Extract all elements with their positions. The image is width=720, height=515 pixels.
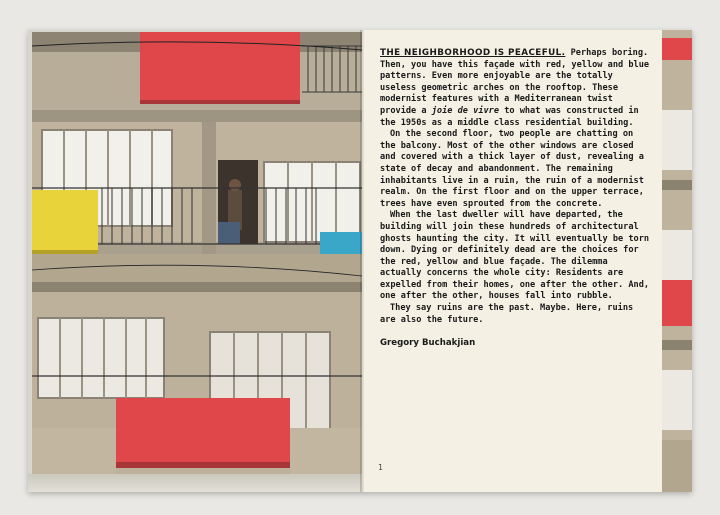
paragraph-1: THE NEIGHBORHOOD IS PEACEFUL. Perhaps boring. Then, you have this façade with red, yellow and blue patterns. Even more enjoyable are the totally useless geometric arches on the rooftop. These modernist features with a Mediterranean twist provide a joie de vivre to what was constructed in the 1950s as a middle class residential building. <box>380 48 650 128</box>
paragraph-4: They say ruins are the past. Maybe. Here, ruins are also the future. <box>380 303 634 325</box>
article-text <box>380 48 652 350</box>
next-page-edge <box>662 30 692 492</box>
building-photo <box>32 32 362 474</box>
paragraph-2: On the second floor, two people are chatting on the balcony. Most of the other windows are closed and covered with a thick layer of dust, revealing a state of decay and abandonment. The remaining inhabitants live in a ruin, the ruin of a modernist realm. On the first floor and on the upper terrace, trees have even sprouted from the concrete. <box>380 129 644 209</box>
left-page <box>28 30 362 492</box>
right-page <box>364 30 662 492</box>
paragraph-3: When the last dweller will have departed, the building will join these hundreds of architectural ghosts haunting the city. It will eventually be torn down. Dying or definitely dead are the choices for the red, yellow and blue façade. The dilemma actually concerns the whole city: Residents are expelled from their homes, one after the other. And, one after the other, houses fall into rubble. <box>380 210 650 302</box>
page-bottom-edge <box>28 474 362 492</box>
page-number: 1 <box>378 463 383 472</box>
author-name: Gregory Buchakjian <box>380 338 476 349</box>
open-booklet <box>28 30 692 492</box>
lead-heading: THE NEIGHBORHOOD IS PEACEFUL. <box>380 48 566 58</box>
